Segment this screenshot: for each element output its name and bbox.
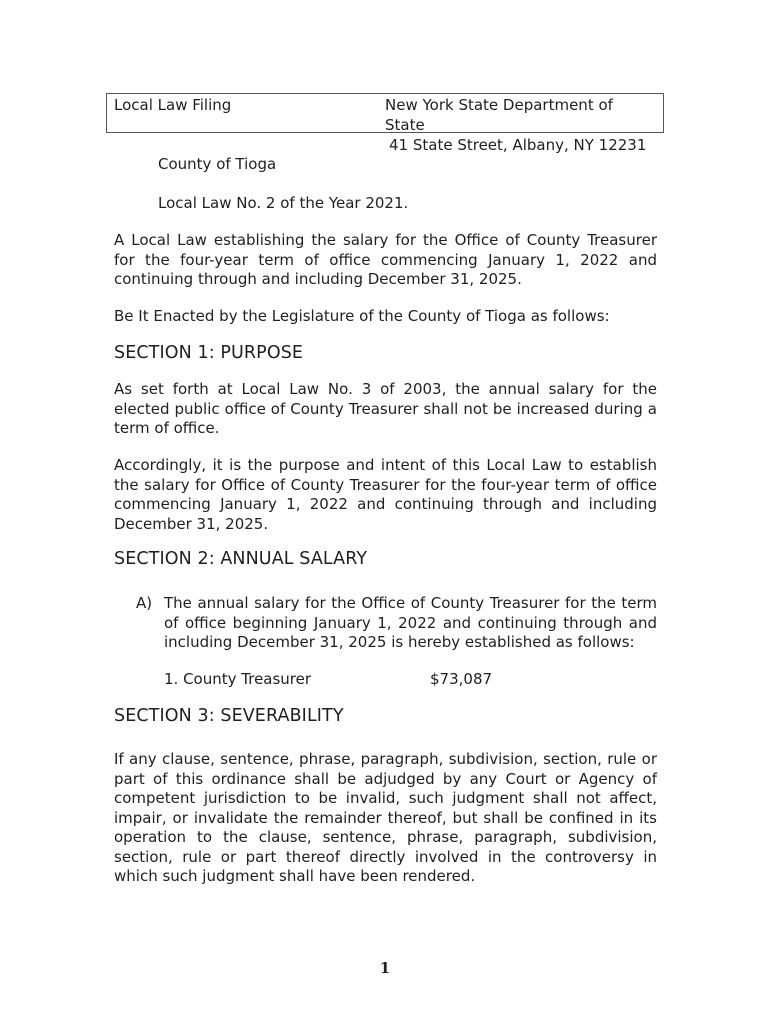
salary-list-item: The annual salary for the Office of County Treasurer for the term of office beginning January 1, 2022 and continuing through and including December 31, 2025 is hereby established as follows: bbox=[164, 594, 657, 651]
section-3-paragraph: If any clause, sentence, phrase, paragraph, subdivision, section, rule or part of this ordinance shall be adjudged by any Court or Agency of competent jurisdiction to be invalid, such judgment shall not affect, impair, or invalidate the remainder thereof, but shall be confined in its operation to the clause, sentence, phrase, paragraph, subdivision, section, rule or part thereof directly involved in the controversy in which such judgment shall have been rendered. bbox=[114, 750, 657, 885]
salary-amount: $73,087 bbox=[430, 670, 493, 688]
section-2-heading: SECTION 2: ANNUAL SALARY bbox=[114, 549, 368, 569]
section-1-heading: SECTION 1: PURPOSE bbox=[114, 343, 304, 363]
intro-paragraph: A Local Law establishing the salary for the Office of County Treasurer for the four-year term of office commencing January 1, 2022 and continuing through and including December 31, 2025. bbox=[114, 231, 657, 288]
filing-label: Local Law Filing bbox=[114, 96, 232, 114]
list-marker: A) bbox=[136, 594, 153, 612]
filing-header-box bbox=[106, 93, 664, 154]
salary-position: 1. County Treasurer bbox=[164, 670, 312, 688]
department-address: 41 State Street, Albany, NY 12231 bbox=[389, 136, 647, 154]
enactment-clause: Be It Enacted by the Legislature of the County of Tioga as follows: bbox=[114, 307, 610, 325]
section-1-paragraph-1: As set forth at Local Law No. 3 of 2003, the annual salary for the elected public office of County Treasurer shall not be increased during a term of office. bbox=[114, 380, 657, 437]
county-name: County of Tioga bbox=[158, 155, 277, 173]
section-3-heading: SECTION 3: SEVERABILITY bbox=[114, 706, 344, 726]
law-number: Local Law No. 2 of the Year 2021. bbox=[158, 194, 409, 212]
filing-address bbox=[385, 95, 655, 155]
department-name: New York State Department of State bbox=[385, 96, 613, 134]
section-1-paragraph-2: Accordingly, it is the purpose and intent of this Local Law to establish the salary for Office of County Treasurer for the four-year term of office commencing January 1, 2022 and continuing through and including December 31, 2025. bbox=[114, 456, 657, 533]
page-number: 1 bbox=[379, 959, 391, 977]
